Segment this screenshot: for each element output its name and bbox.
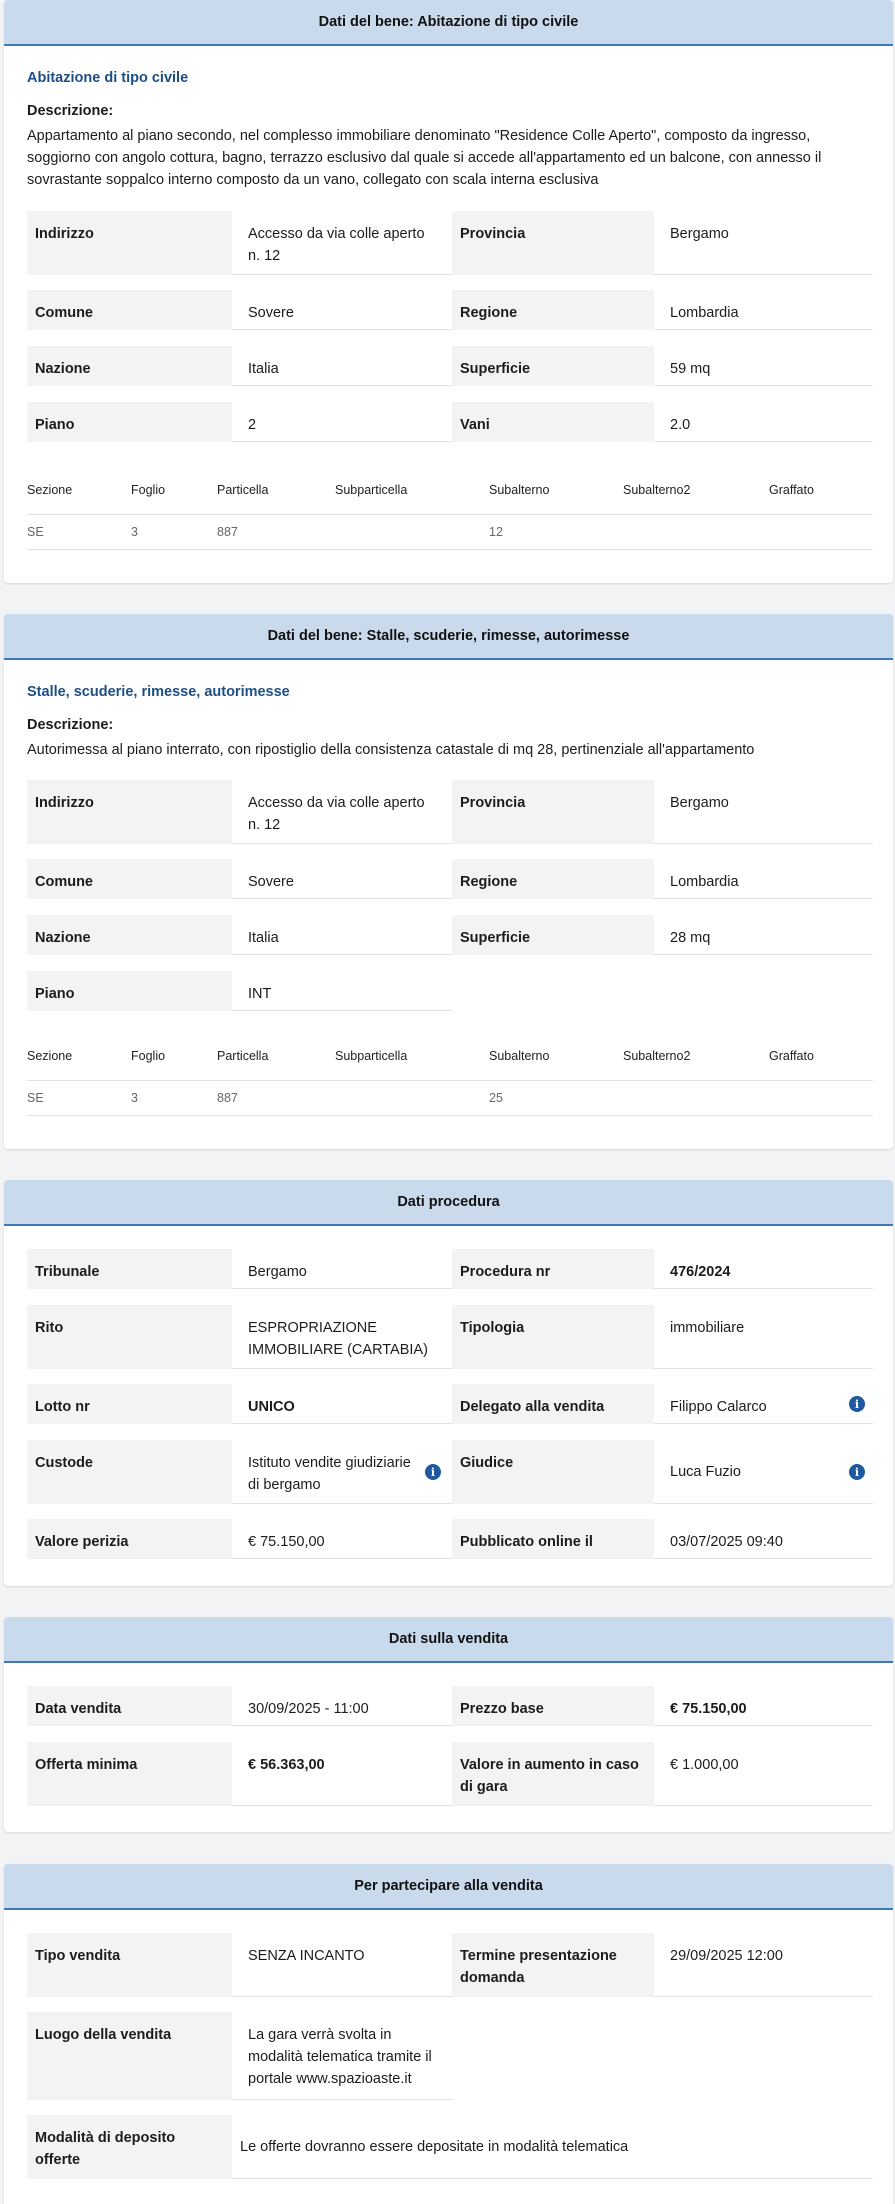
superficie-value: 59 mq <box>654 346 873 386</box>
catasto-value-subalterno: 12 <box>489 525 503 539</box>
lotto-value: UNICO <box>232 1384 452 1424</box>
offerta-minima-value: € 56.363,00 <box>232 1742 452 1806</box>
comune-value: Sovere <box>232 290 452 330</box>
indirizzo-value: Accesso da via colle aperto n. 12 <box>232 211 452 275</box>
catasto-header-graffato: Graffato <box>769 1049 814 1063</box>
catasto-header-subalterno: Subalterno <box>489 1049 550 1063</box>
catasto-value-foglio: 3 <box>131 525 138 539</box>
bene-card-autorimessa <box>4 614 893 1149</box>
termine-label: Termine presentazione domanda <box>452 1933 654 1997</box>
luogo-label: Luogo della vendita <box>27 2012 232 2100</box>
regione-label: Regione <box>452 290 654 330</box>
comune-label: Comune <box>27 859 232 899</box>
data-vendita-label: Data vendita <box>27 1686 232 1726</box>
vani-value: 2.0 <box>654 402 873 442</box>
custode-value: Istituto vendite giudiziarie di bergamo <box>232 1440 452 1504</box>
regione-value: Lombardia <box>654 290 873 330</box>
tribunale-value: Bergamo <box>232 1249 452 1289</box>
tipo-vendita-label: Tipo vendita <box>27 1933 232 1997</box>
nazione-label: Nazione <box>27 346 232 386</box>
card-header: Dati del bene: Abitazione di tipo civile <box>4 0 893 46</box>
piano-value: INT <box>232 971 452 1011</box>
nazione-label: Nazione <box>27 915 232 955</box>
card-header: Per partecipare alla vendita <box>4 1864 893 1910</box>
catasto-value-sezione: SE <box>27 1091 44 1105</box>
catasto-header-subparticella: Subparticella <box>335 1049 408 1063</box>
catasto-header-subalterno2: Subalterno2 <box>623 483 691 497</box>
regione-label: Regione <box>452 859 654 899</box>
comune-value: Sovere <box>232 859 452 899</box>
regione-value: Lombardia <box>654 859 873 899</box>
deposito-label: Modalità di deposito offerte <box>27 2115 232 2179</box>
comune-label: Comune <box>27 290 232 330</box>
catasto-divider <box>27 1080 873 1081</box>
procedura-nr-value: 476/2024 <box>654 1249 873 1289</box>
catasto-divider <box>27 549 873 550</box>
description-text: Autorimessa al piano interrato, con ripostiglio della consistenza catastale di mq 28, pertinenziale all'appartamento <box>27 742 755 758</box>
valore-perizia-label: Valore perizia <box>27 1519 232 1559</box>
description-label: Descrizione: <box>27 717 114 733</box>
delegato-value: Filippo Calarco <box>654 1384 873 1424</box>
catasto-value-particella: 887 <box>217 1091 238 1105</box>
superficie-label: Superficie <box>452 915 654 955</box>
giudice-value: Luca Fuzio <box>654 1440 873 1504</box>
custode-info-icon[interactable]: i <box>425 1464 441 1480</box>
delegato-info-icon[interactable]: i <box>849 1396 865 1412</box>
catasto-header-particella: Particella <box>217 483 269 497</box>
tipo-vendita-value: SENZA INCANTO <box>232 1933 452 1997</box>
pubblicato-value: 03/07/2025 09:40 <box>654 1519 873 1559</box>
nazione-value: Italia <box>232 915 452 955</box>
description-text: Appartamento al piano secondo, nel complesso immobiliare denominato "Residence Colle Aperto", composto da ingresso, soggiorno con angolo cottura, bagno, terrazzo esclusivo dal quale si accede all'appartamento ed un balcone, con annesso il sovrastante soppalco interno composto da un vano, collegato con scala interna esclusiva <box>27 128 822 188</box>
partecipare-card <box>4 1864 893 2204</box>
procedura-nr-label: Procedura nr <box>452 1249 654 1289</box>
lotto-label: Lotto nr <box>27 1384 232 1424</box>
data-vendita-value: 30/09/2025 - 11:00 <box>232 1686 452 1726</box>
catasto-header-subparticella: Subparticella <box>335 483 408 497</box>
luogo-value: La gara verrà svolta in modalità telematica tramite il portale www.spazioaste.it <box>232 2012 452 2100</box>
giudice-info-icon[interactable]: i <box>849 1464 865 1480</box>
piano-value: 2 <box>232 402 452 442</box>
provincia-label: Provincia <box>452 211 654 275</box>
tribunale-label: Tribunale <box>27 1249 232 1289</box>
piano-label: Piano <box>27 971 232 1011</box>
catasto-divider <box>27 514 873 515</box>
tipologia-label: Tipologia <box>452 1305 654 1369</box>
vendita-card <box>4 1617 893 1832</box>
deposito-value: Le offerte dovranno essere depositate in modalità telematica <box>232 2115 873 2179</box>
catasto-header-graffato: Graffato <box>769 483 814 497</box>
bene-subtitle: Stalle, scuderie, rimesse, autorimesse <box>27 684 290 700</box>
aumento-value: € 1.000,00 <box>654 1742 873 1806</box>
description-label: Descrizione: <box>27 103 114 119</box>
catasto-header-particella: Particella <box>217 1049 269 1063</box>
catasto-header-foglio: Foglio <box>131 1049 166 1063</box>
rito-label: Rito <box>27 1305 232 1369</box>
catasto-value-foglio: 3 <box>131 1091 138 1105</box>
catasto-value-sezione: SE <box>27 525 44 539</box>
prezzo-base-value: € 75.150,00 <box>654 1686 873 1726</box>
bene-card-abitazione <box>4 0 893 583</box>
bene-subtitle: Abitazione di tipo civile <box>27 70 189 86</box>
valore-perizia-value: € 75.150,00 <box>232 1519 452 1559</box>
tipologia-value: immobiliare <box>654 1305 873 1369</box>
piano-label: Piano <box>27 402 232 442</box>
aumento-label: Valore in aumento in caso di gara <box>452 1742 654 1806</box>
indirizzo-label: Indirizzo <box>27 780 232 844</box>
pubblicato-label: Pubblicato online il <box>452 1519 654 1559</box>
termine-value: 29/09/2025 12:00 <box>654 1933 873 1997</box>
superficie-value: 28 mq <box>654 915 873 955</box>
catasto-header-subalterno: Subalterno <box>489 483 550 497</box>
provincia-label: Provincia <box>452 780 654 844</box>
superficie-label: Superficie <box>452 346 654 386</box>
card-header: Dati del bene: Stalle, scuderie, rimesse, autorimesse <box>4 614 893 660</box>
vani-label: Vani <box>452 402 654 442</box>
offerta-minima-label: Offerta minima <box>27 1742 232 1806</box>
catasto-header-foglio: Foglio <box>131 483 166 497</box>
giudice-label: Giudice <box>452 1440 654 1504</box>
card-header: Dati sulla vendita <box>4 1617 893 1663</box>
catasto-divider <box>27 1115 873 1116</box>
custode-label: Custode <box>27 1440 232 1504</box>
prezzo-base-label: Prezzo base <box>452 1686 654 1726</box>
provincia-value: Bergamo <box>654 211 873 275</box>
provincia-value: Bergamo <box>654 780 873 844</box>
catasto-header-sezione: Sezione <box>27 1049 73 1063</box>
catasto-header-sezione: Sezione <box>27 483 73 497</box>
catasto-value-subalterno: 25 <box>489 1091 503 1105</box>
catasto-header-subalterno2: Subalterno2 <box>623 1049 691 1063</box>
indirizzo-value: Accesso da via colle aperto n. 12 <box>232 780 452 844</box>
procedura-card <box>4 1180 893 1586</box>
card-header: Dati procedura <box>4 1180 893 1226</box>
rito-value: ESPROPRIAZIONE IMMOBILIARE (CARTABIA) <box>232 1305 452 1369</box>
delegato-label: Delegato alla vendita <box>452 1384 654 1424</box>
catasto-value-particella: 887 <box>217 525 238 539</box>
indirizzo-label: Indirizzo <box>27 211 232 275</box>
nazione-value: Italia <box>232 346 452 386</box>
